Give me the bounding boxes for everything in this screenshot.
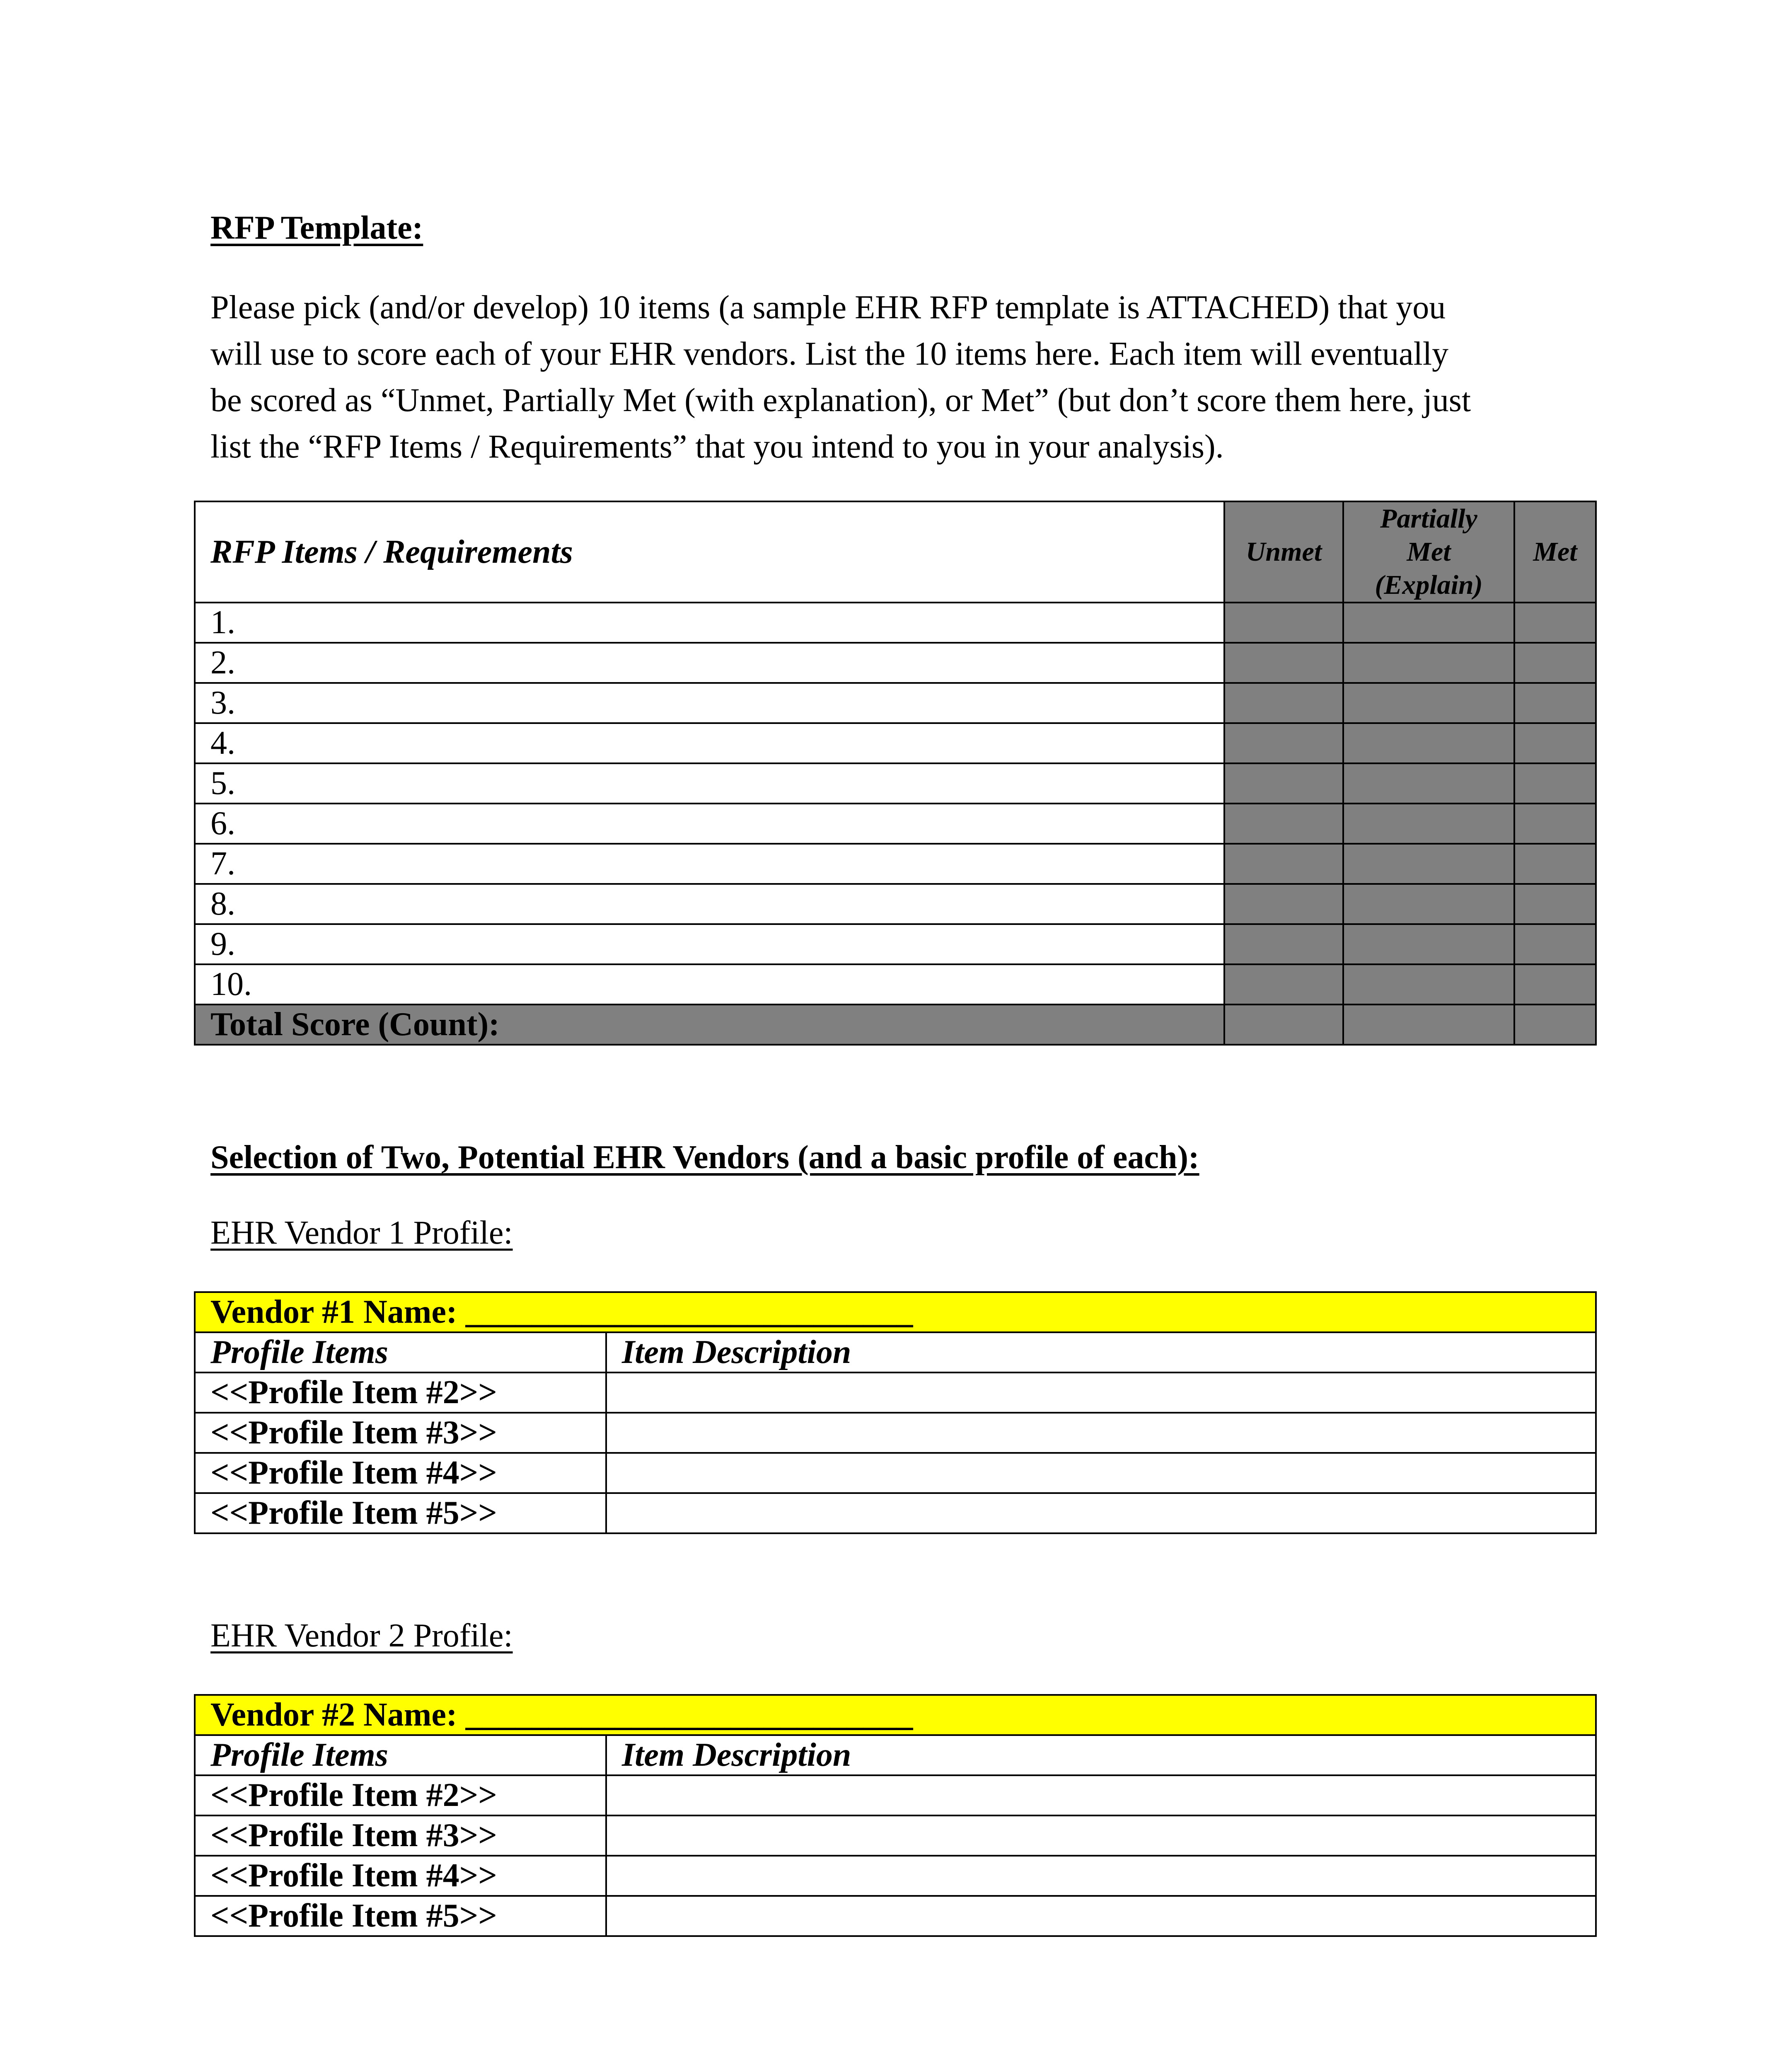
vendor-2-profile-table [194,1694,1597,1937]
profile-item-label: <<Profile Item #3>> [195,1815,606,1856]
requirement-cell[interactable]: 2. [195,643,1224,683]
unmet-cell[interactable] [1224,964,1343,1005]
table-row [195,1372,1596,1413]
requirement-cell[interactable]: 8. [195,884,1224,924]
table-row [195,1493,1596,1533]
table-row [195,884,1596,924]
unmet-cell[interactable] [1224,683,1343,723]
partially-met-cell[interactable] [1343,683,1514,723]
partially-met-cell[interactable] [1343,844,1514,884]
partially-met-total-cell[interactable] [1343,1005,1514,1045]
item-description-cell[interactable] [606,1896,1596,1936]
partially-met-header-line: (Explain) [1375,570,1483,600]
item-description-cell[interactable] [606,1372,1596,1413]
table-row [195,1856,1596,1896]
unmet-cell[interactable] [1224,844,1343,884]
unmet-cell[interactable] [1224,763,1343,804]
requirement-cell[interactable]: 1. [195,603,1224,643]
rfp-requirements-table [194,501,1597,1046]
met-cell[interactable] [1514,964,1596,1005]
vendor-2-name-row [195,1695,1596,1735]
partially-met-cell[interactable] [1343,643,1514,683]
table-row [195,844,1596,884]
item-description-column-header: Item Description [606,1332,1596,1372]
item-description-cell[interactable] [606,1856,1596,1896]
profile-item-label: <<Profile Item #2>> [195,1372,606,1413]
total-score-label: Total Score (Count): [195,1005,1224,1045]
vendor-selection-heading: Selection of Two, Potential EHR Vendors (and a basic profile of each): [210,1139,1199,1176]
profile-items-column-header: Profile Items [195,1332,606,1372]
requirement-cell[interactable]: 5. [195,763,1224,804]
table-row [195,804,1596,844]
vendor-2-column-header-row [195,1735,1596,1775]
requirement-cell[interactable]: 9. [195,924,1224,964]
table-row [195,1453,1596,1493]
table-row [195,1775,1596,1815]
table-row [195,924,1596,964]
partially-met-column-header [1343,501,1514,603]
requirement-cell[interactable]: 3. [195,683,1224,723]
partially-met-cell[interactable] [1343,884,1514,924]
profile-item-label: <<Profile Item #5>> [195,1493,606,1533]
table-row [195,1815,1596,1856]
vendor-2-profile-label: EHR Vendor 2 Profile: [210,1617,513,1654]
rfp-template-heading: RFP Template: [210,210,423,246]
met-cell[interactable] [1514,643,1596,683]
met-cell[interactable] [1514,924,1596,964]
profile-items-column-header: Profile Items [195,1735,606,1775]
table-row [195,964,1596,1005]
requirement-cell[interactable]: 6. [195,804,1224,844]
unmet-cell[interactable] [1224,643,1343,683]
vendor-2-name-field[interactable]: Vendor #2 Name: ___________________________ [195,1695,1596,1735]
partially-met-header-line: Partially [1380,503,1477,534]
met-total-cell[interactable] [1514,1005,1596,1045]
unmet-total-cell[interactable] [1224,1005,1343,1045]
unmet-cell[interactable] [1224,603,1343,643]
item-description-cell[interactable] [606,1453,1596,1493]
profile-item-label: <<Profile Item #4>> [195,1453,606,1493]
rfp-instructions [210,284,1578,470]
met-cell[interactable] [1514,723,1596,763]
partially-met-cell[interactable] [1343,964,1514,1005]
item-description-cell[interactable] [606,1493,1596,1533]
table-row [195,723,1596,763]
vendor-1-name-field[interactable]: Vendor #1 Name: ___________________________ [195,1292,1596,1332]
item-description-cell[interactable] [606,1775,1596,1815]
unmet-cell[interactable] [1224,804,1343,844]
unmet-cell[interactable] [1224,884,1343,924]
table-row [195,683,1596,723]
vendor-1-profile-label: EHR Vendor 1 Profile: [210,1215,513,1251]
met-cell[interactable] [1514,804,1596,844]
table-row [195,643,1596,683]
partially-met-cell[interactable] [1343,924,1514,964]
unmet-cell[interactable] [1224,723,1343,763]
instructions-line: Please pick (and/or develop) 10 items (a sample EHR RFP template is ATTACHED) that you [210,289,1446,326]
requirement-cell[interactable]: 4. [195,723,1224,763]
table-row [195,1413,1596,1453]
profile-item-label: <<Profile Item #3>> [195,1413,606,1453]
table-row [195,603,1596,643]
profile-item-label: <<Profile Item #4>> [195,1856,606,1896]
unmet-cell[interactable] [1224,924,1343,964]
met-cell[interactable] [1514,763,1596,804]
vendor-1-column-header-row [195,1332,1596,1372]
item-description-column-header: Item Description [606,1735,1596,1775]
partially-met-cell[interactable] [1343,804,1514,844]
instructions-line: be scored as “Unmet, Partially Met (with explanation), or Met” (but don’t score them here, just [210,382,1471,419]
unmet-column-header: Unmet [1224,501,1343,603]
profile-item-label: <<Profile Item #2>> [195,1775,606,1815]
instructions-line: will use to score each of your EHR vendors. List the 10 items here. Each item will eventually [210,336,1449,372]
vendor-1-profile-table [194,1291,1597,1534]
item-description-cell[interactable] [606,1815,1596,1856]
profile-item-label: <<Profile Item #5>> [195,1896,606,1936]
partially-met-cell[interactable] [1343,603,1514,643]
partially-met-cell[interactable] [1343,723,1514,763]
table-row [195,1896,1596,1936]
rfp-items-column-header: RFP Items / Requirements [195,501,1224,603]
met-cell[interactable] [1514,844,1596,884]
rfp-table-header-row [195,501,1596,603]
item-description-cell[interactable] [606,1413,1596,1453]
table-row [195,763,1596,804]
met-cell[interactable] [1514,683,1596,723]
partially-met-cell[interactable] [1343,763,1514,804]
vendor-1-name-row [195,1292,1596,1332]
total-score-row [195,1005,1596,1045]
met-cell[interactable] [1514,603,1596,643]
partially-met-header-line: Met [1407,537,1451,567]
met-cell[interactable] [1514,884,1596,924]
instructions-line: list the “RFP Items / Requirements” that you intend to you in your analysis). [210,428,1224,465]
requirement-cell[interactable]: 7. [195,844,1224,884]
met-column-header: Met [1514,501,1596,603]
requirement-cell[interactable]: 10. [195,964,1224,1005]
